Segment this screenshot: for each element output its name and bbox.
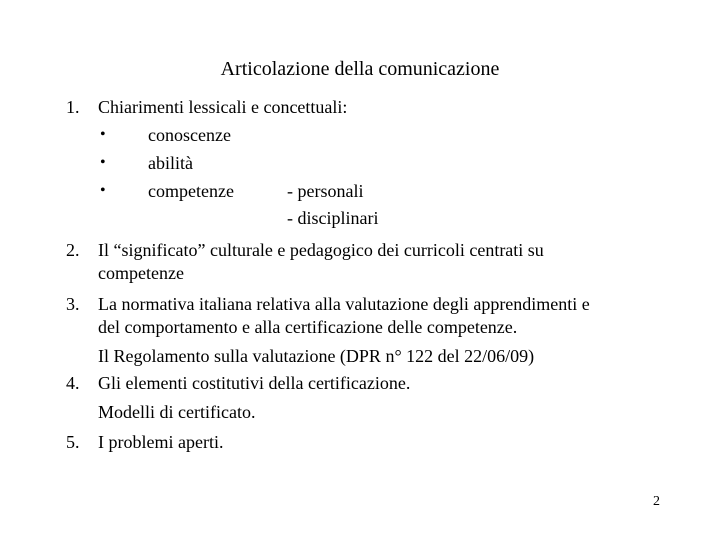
item-5-number: 5. (66, 432, 80, 452)
item-4-number: 4. (66, 373, 80, 393)
item-3-number: 3. (66, 294, 80, 314)
item-3-line-1: La normativa italiana relativa alla valutazione degli apprendimenti e (98, 294, 590, 314)
item-2-line-2: competenze (98, 263, 184, 283)
page-number: 2 (653, 494, 660, 509)
item-1-number: 1. (66, 97, 80, 117)
bullet-competenze: competenze (148, 181, 234, 201)
bullet-icon: • (100, 154, 106, 171)
item-4-line-2: Modelli di certificato. (98, 402, 256, 422)
item-3-line-3: Il Regolamento sulla valutazione (DPR n° 122 del 22/06/09) (98, 346, 535, 366)
bullet-abilita: abilità (148, 153, 193, 173)
item-2-number: 2. (66, 240, 80, 260)
sub-disciplinari: - disciplinari (287, 208, 379, 228)
bullet-icon: • (100, 126, 106, 143)
page-title: Articolazione della comunicazione (220, 58, 500, 80)
sub-personali: - personali (287, 181, 364, 201)
item-1-text: Chiarimenti lessicali e concettuali: (98, 97, 348, 117)
bullet-conoscenze: conoscenze (148, 125, 231, 145)
item-2-line-1: Il “significato” culturale e pedagogico dei curricoli centrati su (98, 240, 544, 260)
item-5-line-1: I problemi aperti. (98, 432, 224, 452)
bullet-icon: • (100, 182, 106, 199)
item-3-line-2: del comportamento e alla certificazione delle competenze. (98, 317, 518, 337)
item-4-line-1: Gli elementi costitutivi della certificazione. (98, 373, 411, 393)
